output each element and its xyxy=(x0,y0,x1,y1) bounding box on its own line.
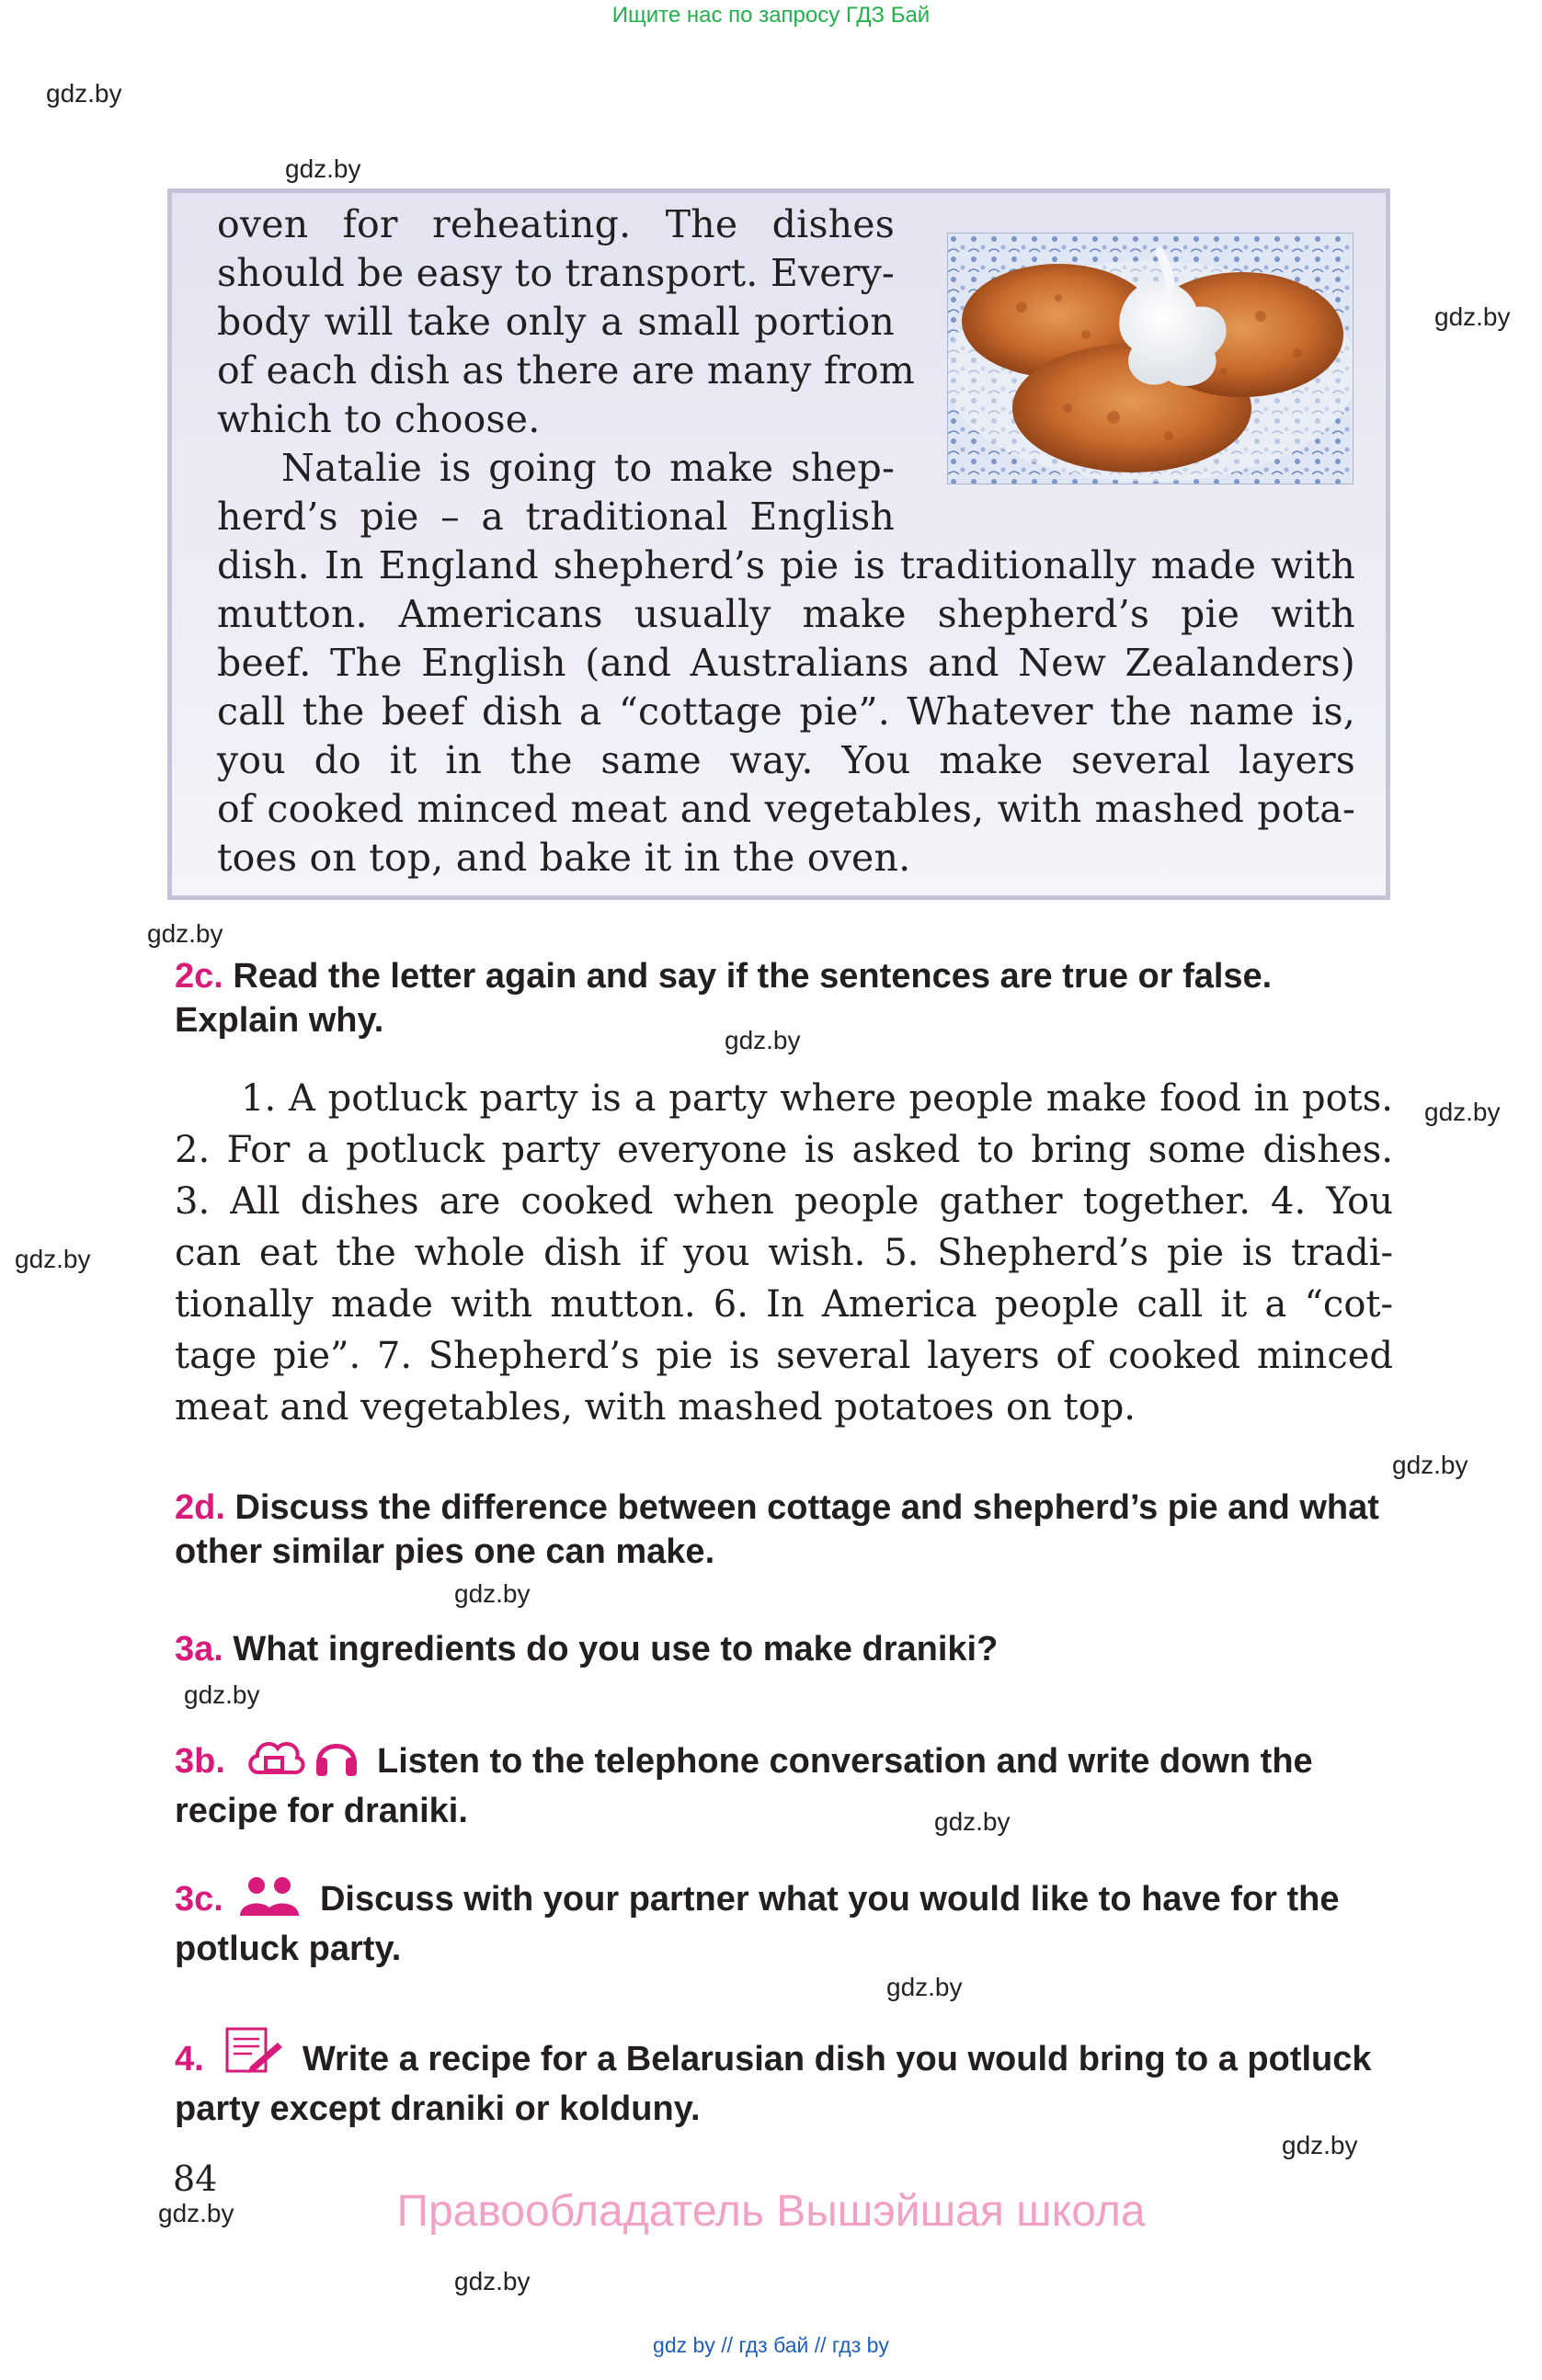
task-instruction: Listen to the telephone conversation and write down the recipe for draniki. xyxy=(175,1742,1313,1830)
watermark: gdz.by xyxy=(1424,1098,1501,1126)
reading-line: of cooked minced meat and vegetables, with mashed pota- xyxy=(217,787,1355,831)
task-number: 2d. xyxy=(175,1488,225,1527)
task-2d xyxy=(175,1486,1393,1574)
task-instruction: What ingredients do you use to make draniki? xyxy=(233,1630,999,1668)
page-number: 84 xyxy=(173,2158,218,2199)
reading-line: herd’s pie – a traditional English xyxy=(217,495,895,539)
watermark: gdz.by xyxy=(1282,2131,1358,2159)
reading-line: beef. The English (and Australians and New Zealanders) xyxy=(217,641,1355,685)
statement-line: 2. For a potluck party everyone is asked to bring some dishes. xyxy=(175,1129,1393,1171)
reading-line: dish. In England shepherd’s pie is traditionally made with xyxy=(217,543,1355,587)
task-instruction: Discuss with your partner what you would like to have for the potluck party. xyxy=(175,1880,1340,1968)
watermark: gdz.by xyxy=(454,2267,531,2295)
watermark: gdz.by xyxy=(15,1245,91,1273)
statement-line: can eat the whole dish if you wish. 5. Shepherd’s pie is tradi- xyxy=(175,1232,1393,1274)
reading-line: which to choose. xyxy=(217,397,541,441)
statement-line: 1. A potluck party is a party where people make food in pots. xyxy=(241,1077,1393,1120)
reading-line: call the beef dish a “cottage pie”. Whatever the name is, xyxy=(217,689,1355,734)
writing-icon xyxy=(224,2026,285,2087)
task-instruction: Discuss the difference between cottage and shepherd’s pie and what other similar pies one can make. xyxy=(175,1488,1379,1571)
task-number: 3a. xyxy=(175,1630,223,1668)
task-3a xyxy=(175,1627,1393,1671)
watermark: gdz.by xyxy=(184,1680,260,1709)
reading-line: should be easy to transport. Every- xyxy=(217,251,895,295)
pair-work-icon xyxy=(236,1875,303,1927)
watermark: gdz.by xyxy=(158,2199,234,2227)
watermark: gdz.by xyxy=(147,919,223,948)
task-instruction: Write a recipe for a Belarusian dish you would bring to a potluck party except draniki or kolduny. xyxy=(175,2040,1372,2128)
watermark: gdz.by xyxy=(934,1807,1011,1836)
reading-line: oven for reheating. The dishes xyxy=(217,202,895,246)
watermark: gdz.by xyxy=(1392,1451,1468,1479)
watermark: gdz.by xyxy=(46,79,122,108)
task-number: 3b. xyxy=(175,1742,225,1781)
reading-line: of each dish as there are many from xyxy=(217,348,915,393)
watermark: gdz.by xyxy=(454,1579,531,1608)
statement-line: tionally made with mutton. 6. In America people call it a “cot- xyxy=(175,1283,1393,1326)
task-2c xyxy=(175,954,1393,1042)
copyright-notice: Правообладатель Вышэйшая школа xyxy=(396,2187,1146,2236)
task-3b xyxy=(175,1734,1393,1833)
reading-line: toes on top, and bake it in the oven. xyxy=(217,836,911,880)
task-3c xyxy=(175,1875,1393,1971)
watermark: gdz.by xyxy=(1434,302,1511,331)
draniki-photo xyxy=(947,233,1354,484)
task-number: 4. xyxy=(175,2040,204,2078)
task-4 xyxy=(175,2026,1393,2131)
reading-line: body will take only a small portion xyxy=(217,300,895,344)
footer-links: gdz by // гдз бай // гдз by xyxy=(653,2333,889,2357)
reading-line: you do it in the same way. You make several layers xyxy=(217,738,1355,782)
task-number: 3c. xyxy=(175,1880,223,1919)
reading-line: Natalie is going to make shep- xyxy=(281,446,895,490)
watermark: gdz.by xyxy=(725,1026,801,1054)
watermark: gdz.by xyxy=(886,1973,963,2001)
headphones-icon xyxy=(314,1734,360,1789)
task-number: 2c. xyxy=(175,957,223,996)
statement-line: 3. All dishes are cooked when people gather together. 4. You xyxy=(175,1180,1393,1223)
watermark: gdz.by xyxy=(285,154,361,183)
statement-line: meat and vegetables, with mashed potatoes on top. xyxy=(175,1386,1137,1429)
task-instruction: Read the letter again and say if the sentences are true or false. Explain why. xyxy=(175,957,1273,1040)
top-banner: Ищите нас по запросу ГДЗ Бай xyxy=(611,3,931,28)
cloud-audio-icon xyxy=(246,1736,306,1789)
statement-line: tage pie”. 7. Shepherd’s pie is several layers of cooked minced xyxy=(175,1335,1393,1377)
reading-line: mutton. Americans usually make shepherd’s pie with xyxy=(217,592,1355,636)
